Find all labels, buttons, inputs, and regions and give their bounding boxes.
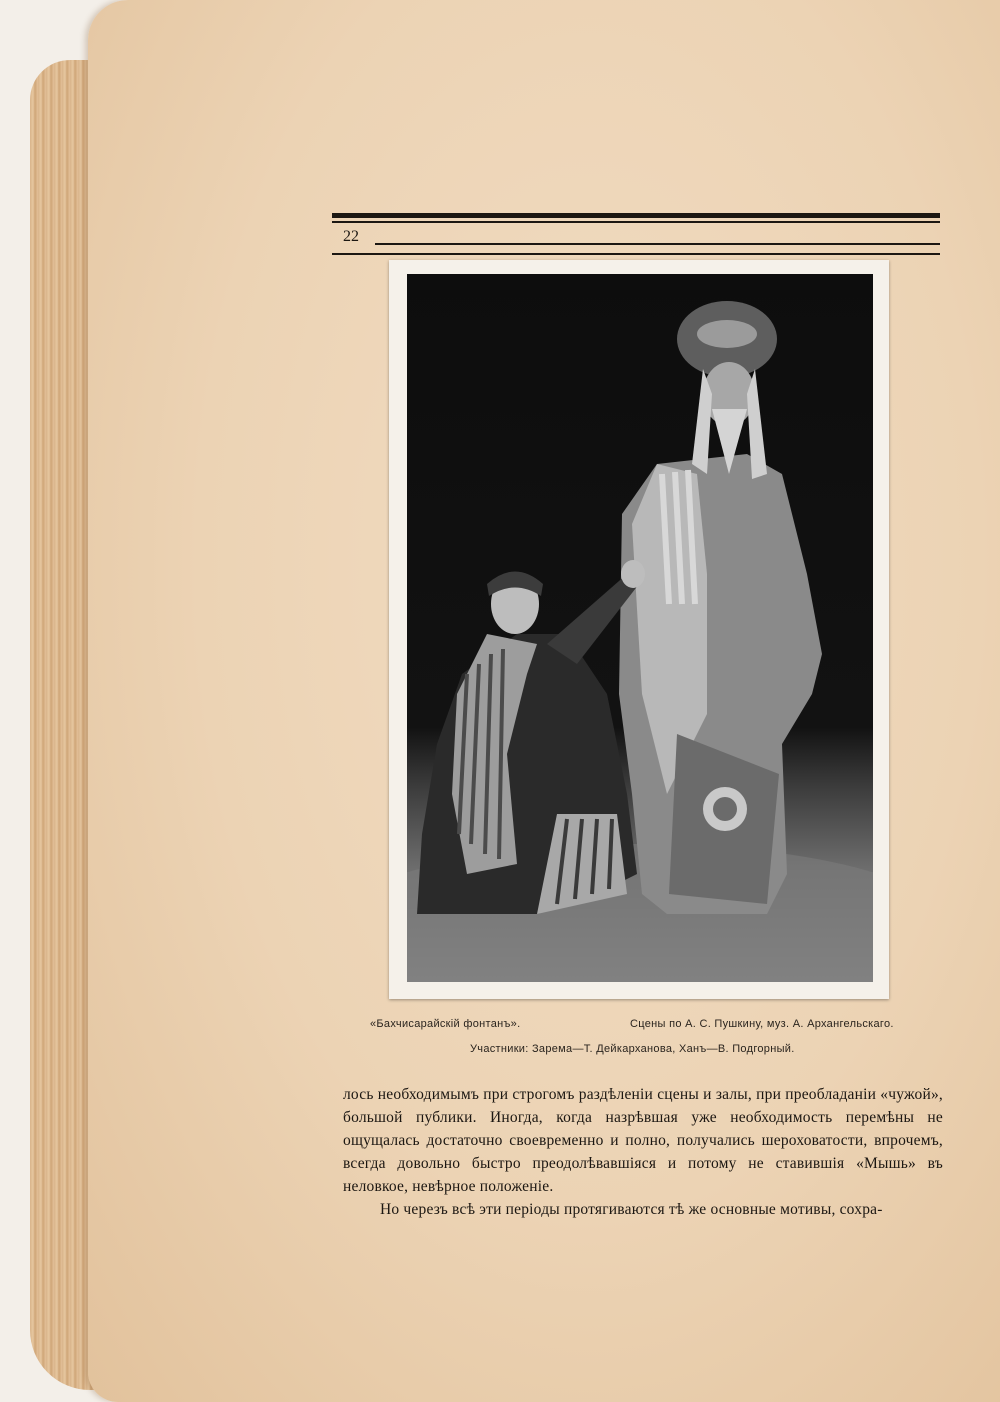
body-paragraph-1: лось необходимымъ при строгомъ раздѣленіи сцены и залы, при преобладаніи «чужой», большой публики. Иногда, когда назрѣвшая уже необходимость перемѣны не ощущалась достаточно своевременно и полно, получались шероховатости, впрочемъ, всегда довольно быстро преодолѣвавшіяся и потому не ставившія «Мышь» въ неловкое, невѣрное положеніе. bbox=[343, 1086, 943, 1195]
header-rule-thick bbox=[332, 213, 940, 218]
theatre-photograph bbox=[407, 274, 873, 982]
body-text bbox=[343, 1083, 943, 1221]
caption-cast: Участники: Зарема—Т. Дейкарханова, Ханъ—В. Подгорный. bbox=[470, 1043, 795, 1055]
page-number: 22 bbox=[343, 228, 359, 245]
caption-title: «Бахчисарайскій фонтанъ». bbox=[370, 1018, 521, 1030]
body-paragraph-2: Но черезъ всѣ эти періоды протягиваются тѣ же основные мотивы, сохра- bbox=[380, 1201, 883, 1218]
caption-credit: Сцены по А. С. Пушкину, муз. А. Архангельскаго. bbox=[630, 1018, 894, 1030]
theatre-photograph-icon bbox=[407, 274, 873, 982]
header-rule-lower bbox=[375, 243, 940, 245]
photo-card bbox=[389, 260, 889, 999]
header-rule-thin bbox=[332, 221, 940, 223]
header-rule-bottom bbox=[332, 253, 940, 255]
